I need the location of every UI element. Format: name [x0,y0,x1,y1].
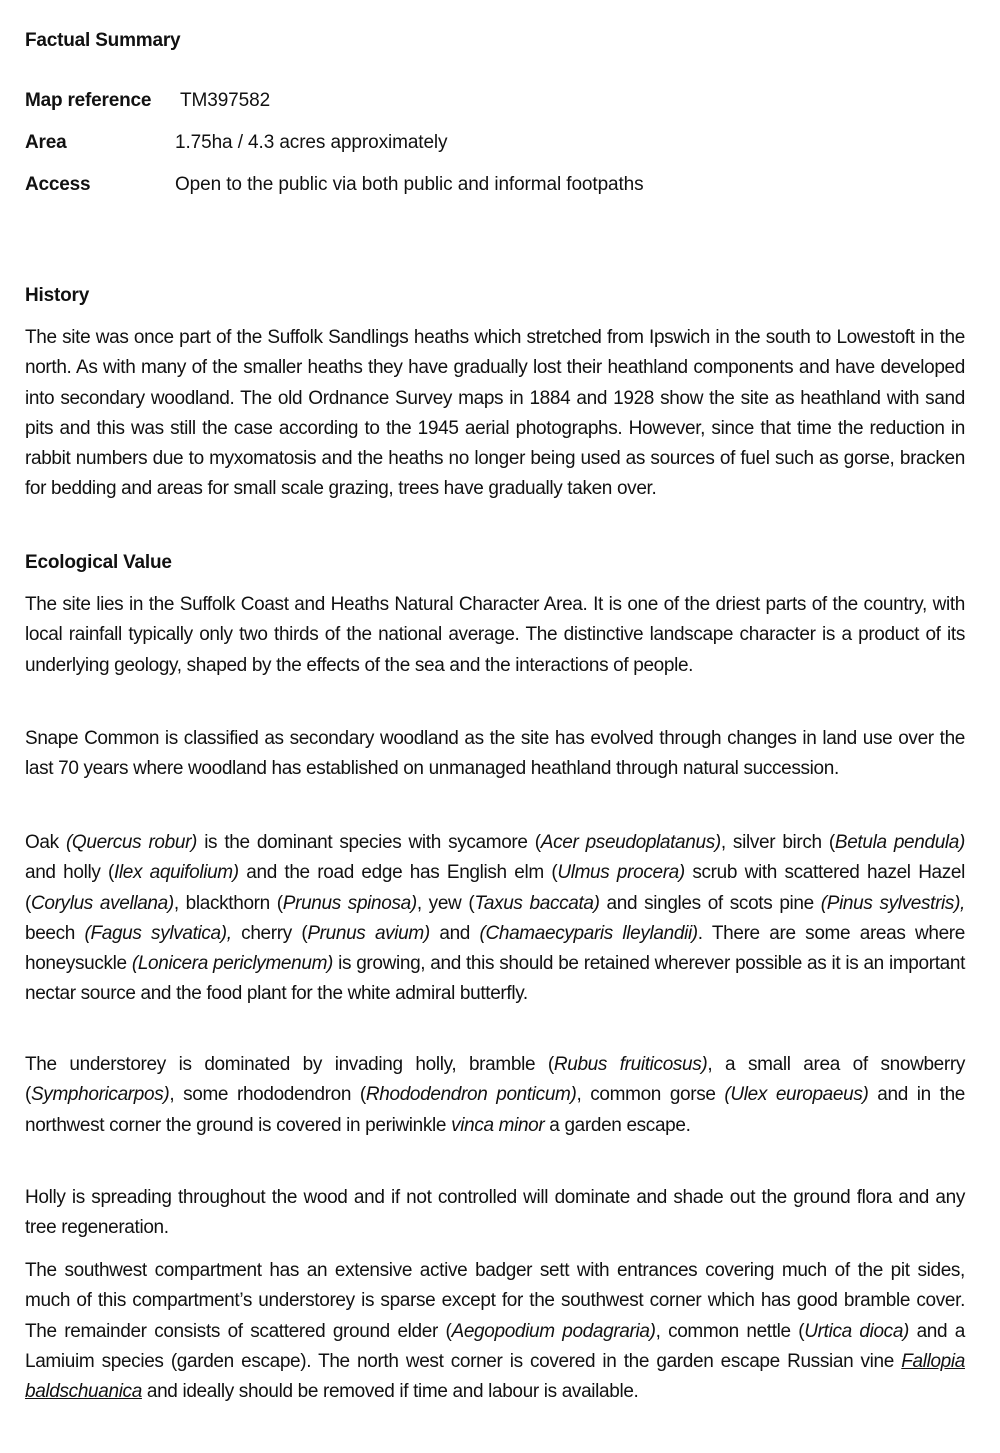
species-name: Prunus spinosa) [282,892,417,914]
ecology-paragraph-holly: Holly is spreading throughout the wood and if not controlled will dominate and shade out the ground flora and any tree regeneration. [25,1187,965,1239]
fact-label: Area [25,132,67,153]
species-name: Symphoricarpos) [30,1084,170,1106]
species-name: (Chamaecyparis lleylandii) [479,922,698,944]
fact-value: 1.75ha / 4.3 acres approximately [175,132,448,153]
species-name: (Quercus robur) [65,832,198,853]
history-heading: History [25,285,90,306]
species-name: Taxus baccata) [474,892,600,914]
species-name: (Fagus sylvatica), [84,922,232,944]
species-name: (Lonicera periclymenum) [131,953,334,975]
species-name: Rubus fruiticosus) [553,1054,708,1075]
fact-row-access [25,170,644,212]
species-name: Prunus avium) [307,922,430,944]
species-name: Ulmus procera) [557,862,685,884]
ecology-paragraph-classification: Snape Common is classified as secondary woodland as the site has evolved through changes in land use over the last 70 years where woodland has established on unmanaged heathland through natural succession. [25,728,965,780]
species-name: Fallopia baldschuanica [25,1350,965,1403]
fact-label: Map reference [25,90,152,111]
species-name: Acer pseudoplatanus) [540,832,721,853]
species-name: Urtica dioca) [804,1320,910,1342]
species-name: vinca minor [451,1114,545,1136]
species-name: (Ulex europaeus) [724,1084,869,1106]
fact-row-area [25,128,644,170]
species-name: Corylus avellana) [30,892,174,914]
ecology-paragraph-character-area: The site lies in the Suffolk Coast and Heaths Natural Character Area. It is one of the driest parts of the country, with local rainfall typically only two thirds of the national average. The distinctive landscape character is a product of its underlying geology, shaped by the effects of the sea and the interactions of people. [25,594,965,676]
species-name: Betula pendula) [834,832,965,853]
fact-label: Access [25,174,91,195]
species-name: Ilex aquifolium) [113,862,239,884]
species-name: Aegopodium podagraria) [451,1320,656,1342]
ecology-paragraph-southwest-compartment: The southwest compartment has an extensive active badger sett with entrances covering much of the pit sides, much of this compartment’s understorey is sparse except for the southwest corner which has good bramble cover. The remainder consists of scattered ground elder (Aegopodium podagraria), common nettle (Urtica dioca) and a Lamiuim species (garden escape). The north west corner is covered in the garden escape Russian vine Fallopia baldschuanica and ideally should be removed if time and labour is available. [25,1260,966,1403]
fact-value: TM397582 [180,90,271,111]
fact-value: Open to the public via both public and informal footpaths [175,174,644,195]
ecology-paragraph-tree-species: Oak (Quercus robur) is the dominant species with sycamore (Acer pseudoplatanus), silver birch (Betula pendula) and holly (Ilex aquifolium) and the road edge has English elm (Ulmus procera) scrub with scattered hazel Hazel (Corylus avellana), blackthorn (Prunus spinosa), yew (Taxus baccata) and singles of scots pine (Pinus sylvestris), beech (Fagus sylvatica), cherry (Prunus avium) and (Chamaecyparis lleylandii). There are some areas where honeysuckle (Lonicera periclymenum) is growing, and this should be retained wherever possible as it is an important nectar source and the food plant for the white admiral butterfly. [25,832,966,1005]
species-name: (Pinus sylvestris), [820,892,965,914]
ecology-paragraph-understorey: The understorey is dominated by invading holly, bramble (Rubus fruiticosus), a small area of snowberry (Symphoricarpos), some rhododendron (Rhododendron ponticum), common gorse (Ulex europaeus) and in the northwest corner the ground is covered in periwinkle vinca minor a garden escape. [25,1054,966,1136]
fact-row-map-reference [25,86,644,128]
factual-summary-heading: Factual Summary [25,30,181,51]
species-name: Rhododendron ponticum) [365,1084,577,1106]
ecological-value-heading: Ecological Value [25,552,172,573]
history-paragraph: The site was once part of the Suffolk Sandlings heaths which stretched from Ipswich in the south to Lowestoft in the north. As with many of the smaller heaths they have gradually lost their heathland components and have developed into secondary woodland. The old Ordnance Survey maps in 1884 and 1928 show the site as heathland with sand pits and this was still the case according to the 1945 aerial photographs. However, since that time the reduction in rabbit numbers due to myxomatosis and the heaths no longer being used as sources of fuel such as gorse, bracken for bedding and areas for small scale grazing, trees have gradually taken over. [25,327,965,500]
factual-summary-table [25,86,644,212]
